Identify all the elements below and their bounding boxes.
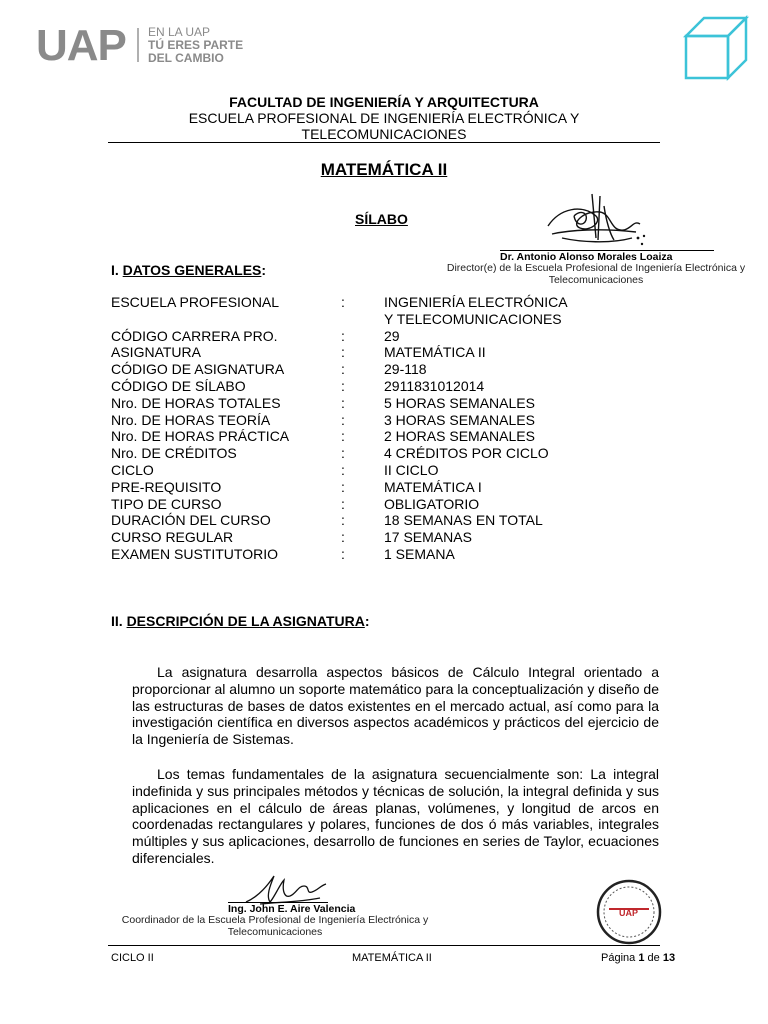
director-role-line-2: Telecomunicaciones (548, 274, 644, 286)
general-data-label: Nro. DE HORAS TEORÍA (111, 411, 271, 428)
uap-logo: UAP (36, 21, 126, 70)
general-data-separator: : (341, 327, 345, 344)
general-data-value: 17 SEMANAS (384, 529, 472, 546)
general-data-label: CÓDIGO DE SÍLABO (111, 377, 246, 394)
logo-slogan (148, 26, 243, 65)
general-data-separator: : (341, 445, 345, 462)
general-data-row (111, 344, 631, 361)
general-data-row (111, 462, 631, 479)
slogan-line-2: TÚ ERES PARTE (148, 38, 244, 52)
director-role (436, 262, 756, 286)
general-data-separator: : (341, 529, 345, 546)
general-data-row (111, 294, 631, 311)
general-data-row (111, 496, 631, 513)
general-data-label: PRE-REQUISITO (111, 478, 222, 495)
general-data-value: Y TELECOMUNICACIONES (384, 310, 562, 327)
general-data-row (111, 328, 631, 345)
slogan-line-1: EN LA UAP (148, 25, 211, 39)
general-data-value: 1 SEMANA (384, 545, 455, 562)
general-data-label (111, 311, 341, 328)
general-data-label: CÓDIGO CARRERA PRO. (111, 327, 278, 344)
general-data-label: CÓDIGO DE ASIGNATURA (111, 361, 285, 378)
header-rule (108, 142, 660, 143)
general-data-row (111, 445, 631, 462)
general-data-label: TIPO DE CURSO (111, 495, 222, 512)
general-data-row (111, 378, 631, 395)
general-data-value: 4 CRÉDITOS POR CICLO (384, 445, 549, 462)
general-data-value: 2911831012014 (384, 377, 485, 394)
university-seal (595, 878, 663, 946)
general-data-label: CICLO (111, 461, 154, 478)
general-data-value: 29-118 (384, 361, 427, 378)
director-name: Dr. Antonio Alonso Morales Loaiza (500, 251, 673, 263)
coordinator-role-line-1: Coordinador de la Escuela Profesional de Ingeniería Electrónica y (121, 914, 429, 926)
general-data-value: OBLIGATORIO (384, 495, 480, 512)
section-description-heading: II. DESCRIPCIÓN DE LA ASIGNATURA: (111, 613, 370, 629)
general-data-row (111, 479, 631, 496)
general-data-row (111, 546, 631, 563)
general-data-value: INGENIERÍA ELECTRÓNICA (384, 294, 568, 310)
general-data-value: 5 HORAS SEMANALES (384, 394, 535, 411)
general-data-value: II CICLO (384, 461, 439, 478)
general-data-row (111, 529, 631, 546)
general-data-label: Nro. DE HORAS TOTALES (111, 394, 281, 411)
footer-cycle: CICLO II (111, 952, 154, 964)
coordinator-role-line-2: Telecomunicaciones (227, 926, 323, 938)
director-role-line-1: Director(e) de la Escuela Profesional de Ingeniería Electrónica y (446, 262, 746, 274)
document-type: SÍLABO (355, 211, 408, 227)
general-data-separator: : (341, 545, 345, 562)
general-data-separator (341, 311, 384, 328)
description-paragraph-1: La asignatura desarrolla aspectos básicos de Cálculo Integral orientado a proporcionar al alumno un soporte matemático para la conceptualización y diseño de las estructuras de bases de datos existentes en el mercado actual, así como para la investigación científica en diversos aspectos académicos y prácticos del ejercicio de la Ingeniería de Sistemas. (132, 664, 659, 748)
general-data-separator: : (341, 394, 345, 411)
general-data-separator: : (341, 478, 345, 495)
general-data-row (111, 361, 631, 378)
general-data-label: ESCUELA PROFESIONAL (111, 294, 280, 310)
general-data-value: 2 HORAS SEMANALES (384, 428, 535, 445)
general-data-label: DURACIÓN DEL CURSO (111, 512, 271, 529)
slogan-line-3: DEL CAMBIO (148, 51, 224, 65)
general-data-row (111, 395, 631, 412)
section-description-title: DESCRIPCIÓN DE LA ASIGNATURA (126, 613, 365, 629)
school-line-2: TELECOMUNICACIONES (301, 126, 467, 142)
general-data-separator: : (341, 377, 345, 394)
coordinator-name: Ing. John E. Aire Valencia (228, 903, 356, 915)
general-data-value: MATEMÁTICA I (384, 478, 482, 495)
general-data-separator: : (341, 461, 345, 478)
general-data-separator: : (341, 512, 345, 529)
footer-page-number: Página 1 de 13 (601, 952, 676, 964)
general-data-label: Nro. DE CRÉDITOS (111, 445, 237, 462)
general-data-row (111, 512, 631, 529)
general-data-value: 29 (384, 327, 400, 344)
school-line-1: ESCUELA PROFESIONAL DE INGENIERÍA ELECTRÓNICA Y (188, 110, 580, 126)
general-data-row (111, 412, 631, 429)
general-data-label: EXAMEN SUSTITUTORIO (111, 545, 278, 562)
general-data-separator: : (341, 428, 345, 445)
coordinator-role (120, 914, 430, 938)
description-paragraph-2: Los temas fundamentales de la asignatura secuencialmente son: La integral indefinida y sus principales métodos y técnicas de solución, la integral definida y sus aplicaciones en el cálculo de áreas planas, volúmenes, y longitud de arcos en coordenadas rectangulares y polares, funciones de dos ó más variables, integrales múltiples y sus aplicaciones, desarrollo de funciones en series de Taylor, ecuaciones diferenciales. (132, 766, 659, 866)
general-data-separator: : (341, 361, 345, 378)
general-data-separator: : (341, 495, 345, 512)
general-data-value: 3 HORAS SEMANALES (384, 411, 535, 428)
cube-icon (680, 12, 752, 84)
general-data-value: MATEMÁTICA II (384, 344, 486, 361)
general-data-label: ASIGNATURA (111, 344, 201, 361)
footer-course: MATEMÁTICA II (352, 952, 432, 964)
logo-divider (137, 28, 139, 62)
general-data-row (111, 428, 631, 445)
general-data-label: CURSO REGULAR (111, 529, 234, 546)
section-general-data-title: DATOS GENERALES (122, 262, 262, 278)
general-data-table (111, 294, 631, 563)
footer-rule (108, 945, 660, 946)
general-data-label: Nro. DE HORAS PRÁCTICA (111, 428, 290, 445)
seal-text: UAP (619, 908, 639, 918)
general-data-separator: : (341, 294, 345, 310)
school-title (0, 110, 768, 142)
general-data-row (111, 311, 631, 328)
general-data-value: 18 SEMANAS EN TOTAL (384, 512, 543, 529)
director-signature (540, 186, 670, 252)
course-title: MATEMÁTICA II (320, 160, 448, 179)
general-data-separator: : (341, 411, 345, 428)
general-data-separator: : (341, 344, 345, 361)
section-general-data-heading: I. DATOS GENERALES: (111, 262, 267, 278)
faculty-title: FACULTAD DE INGENIERÍA Y ARQUITECTURA (229, 94, 539, 110)
